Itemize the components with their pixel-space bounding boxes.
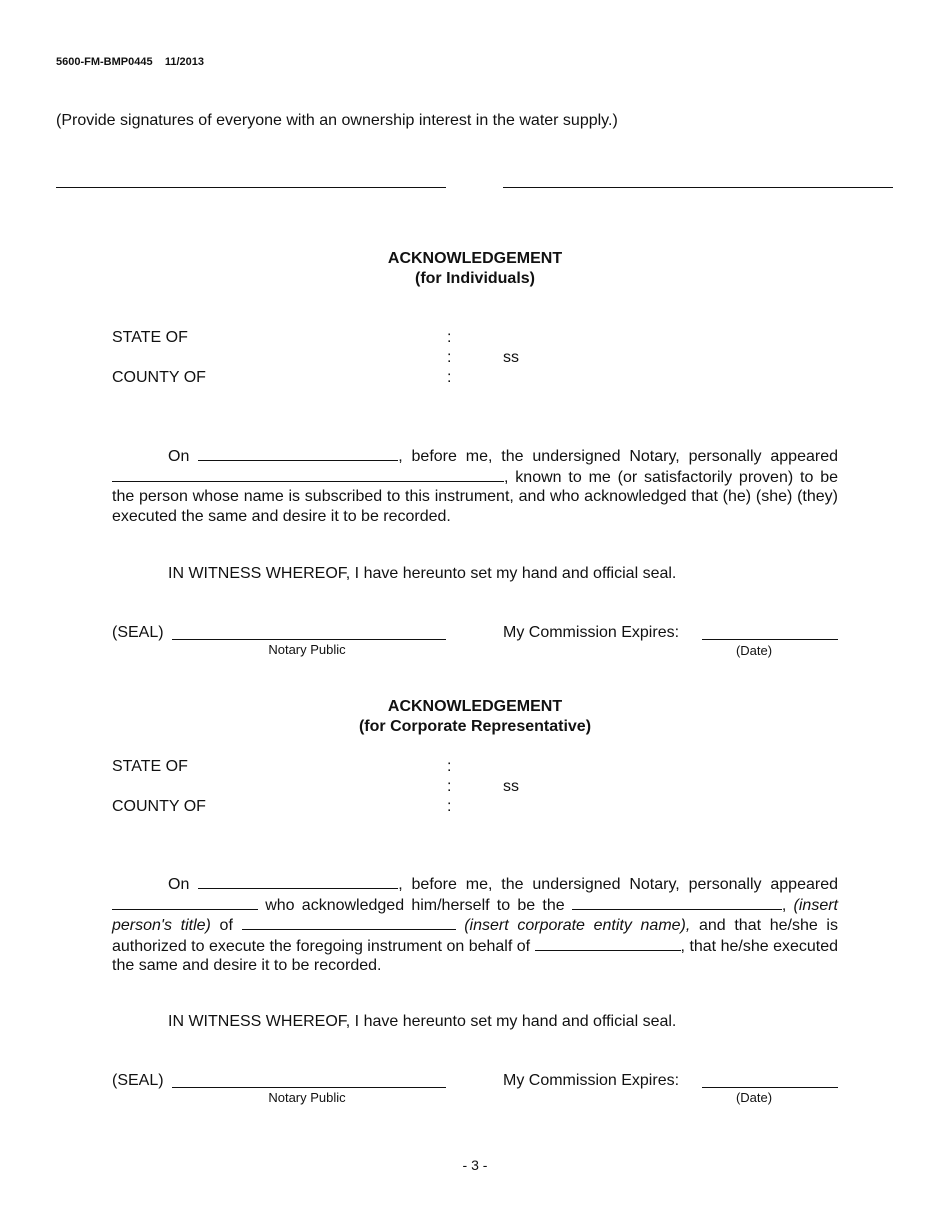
corporate-county-label: COUNTY OF	[112, 798, 206, 815]
individual-county-label: COUNTY OF	[112, 369, 206, 386]
corporate-para-3: ,	[781, 896, 787, 914]
corporate-notary-signature-line[interactable]	[172, 1087, 446, 1088]
owner-signature-line-2[interactable]	[503, 187, 893, 188]
corporate-notary-label: Notary Public	[268, 1090, 346, 1105]
individual-para-2: , known to me (or satisfactorily proven) to be the person whose name is subscribed to this instrument, and who acknowledged that (he) (she) (they) executed the same and desire it to be recorded.	[112, 468, 838, 525]
corporate-heading: ACKNOWLEDGEMENT	[387, 698, 563, 715]
individual-date-label: (Date)	[735, 643, 773, 658]
corporate-title-blank[interactable]	[572, 895, 782, 910]
form-id: 5600-FM-BMP0445 11/2013	[56, 56, 204, 68]
individual-on: On	[168, 448, 190, 465]
corporate-para-2: who acknowledged him/herself to be the	[258, 896, 572, 914]
corporate-behalf-blank[interactable]	[535, 936, 681, 951]
corporate-subheading: (for Corporate Representative)	[358, 718, 592, 735]
individual-notary-label: Notary Public	[268, 642, 346, 657]
corporate-ss: ss	[503, 778, 519, 795]
individual-heading: ACKNOWLEDGEMENT	[387, 250, 563, 267]
corporate-commission-date-line[interactable]	[702, 1087, 838, 1088]
individual-seal-label: (SEAL)	[112, 624, 164, 641]
corporate-paragraph	[112, 874, 838, 976]
individual-ss: ss	[503, 349, 519, 366]
individual-colon-1: :	[447, 329, 452, 346]
individual-subheading: (for Individuals)	[415, 270, 535, 287]
corporate-para-1: , before me, the undersigned Notary, personally appeared	[398, 876, 839, 893]
corporate-para-4: and that he/she is authorized to execute the foregoing instrument on behalf of	[112, 917, 838, 955]
page-number: - 3 -	[462, 1157, 488, 1173]
individual-commission-label: My Commission Expires:	[503, 624, 680, 641]
corporate-state-label: STATE OF	[112, 758, 188, 775]
corporate-name-blank[interactable]	[112, 895, 258, 910]
individual-colon-2: :	[447, 349, 452, 366]
corporate-entity-blank[interactable]	[242, 915, 456, 930]
corporate-date-label: (Date)	[735, 1090, 773, 1105]
owner-signature-line-1[interactable]	[56, 187, 446, 188]
corporate-entity-hint: (insert corporate entity name),	[455, 917, 691, 934]
corporate-colon-2: :	[447, 778, 452, 795]
individual-colon-3: :	[447, 369, 452, 386]
corporate-commission-label: My Commission Expires:	[503, 1072, 680, 1089]
individual-paragraph	[112, 446, 838, 526]
individual-name-blank[interactable]	[112, 467, 504, 482]
corporate-witness: IN WITNESS WHEREOF, I have hereunto set my hand and official seal.	[168, 1013, 677, 1030]
corporate-title-hint: (insert person's title)	[112, 896, 838, 934]
individual-state-label: STATE OF	[112, 329, 188, 346]
corporate-para-of: of	[210, 917, 242, 934]
corporate-on: On	[168, 876, 190, 893]
individual-commission-date-line[interactable]	[702, 639, 838, 640]
individual-date-blank[interactable]	[198, 446, 398, 461]
individual-witness: IN WITNESS WHEREOF, I have hereunto set my hand and official seal.	[168, 565, 677, 582]
individual-para-1: , before me, the undersigned Notary, personally appeared	[398, 448, 839, 465]
signature-instruction: (Provide signatures of everyone with an ownership interest in the water supply.)	[56, 112, 618, 129]
corporate-colon-1: :	[447, 758, 452, 775]
corporate-date-blank[interactable]	[198, 874, 398, 889]
individual-notary-signature-line[interactable]	[172, 639, 446, 640]
corporate-para-5: , that he/she executed the same and desire it to be recorded.	[112, 937, 839, 974]
corporate-colon-3: :	[447, 798, 452, 815]
corporate-seal-label: (SEAL)	[112, 1072, 164, 1089]
